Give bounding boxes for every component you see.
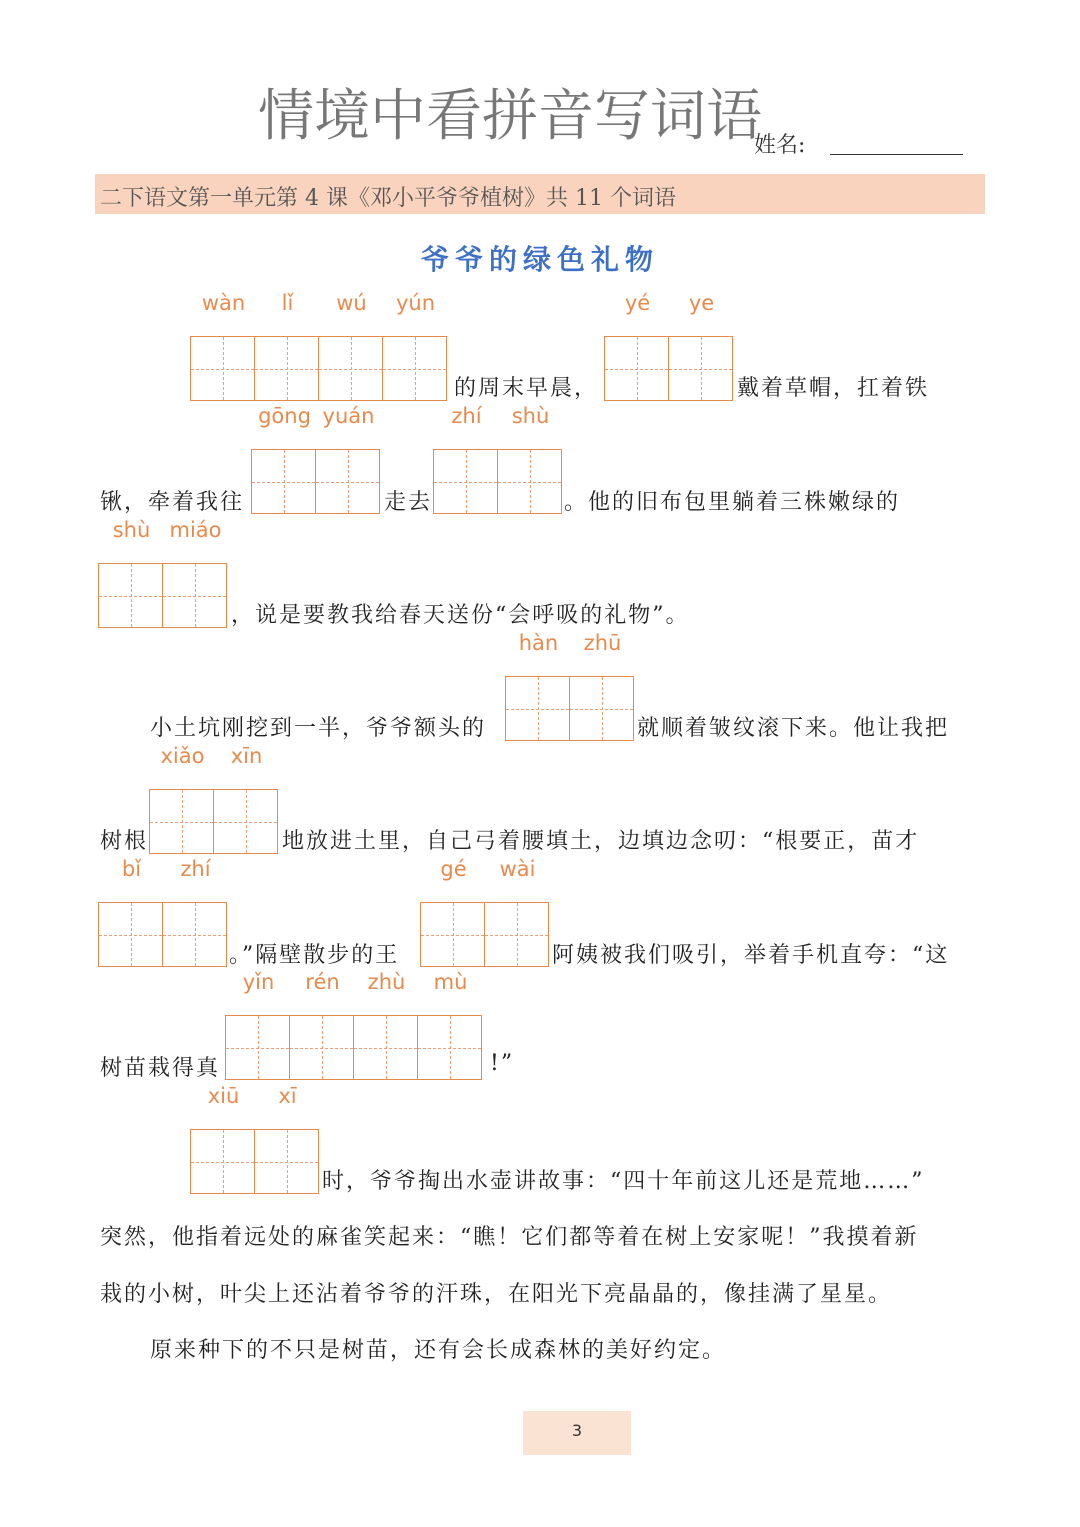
char-cell[interactable] <box>190 1084 255 1194</box>
word-box-hanzhu[interactable] <box>505 631 633 741</box>
pinyin: yuán <box>322 404 375 428</box>
pinyin: zhū <box>583 631 622 655</box>
char-cell[interactable] <box>353 970 418 1080</box>
story-title: 爷爷的绿色礼物 <box>420 243 659 276</box>
char-cell[interactable] <box>225 970 290 1080</box>
story-text: 地放进土里，自己弓着腰填土，边填边念叨：“根要正，苗才 <box>282 829 920 854</box>
pinyin: xī <box>278 1084 297 1108</box>
pinyin: bǐ <box>121 857 142 881</box>
char-cell[interactable] <box>254 1084 319 1194</box>
word-box-zhishu[interactable] <box>433 404 561 514</box>
pinyin: lǐ <box>281 291 294 315</box>
pinyin: shù <box>511 404 550 428</box>
pinyin: zhí <box>180 857 211 881</box>
char-cell[interactable] <box>251 404 316 514</box>
story-text: 原来种下的不只是树苗，还有会长成森林的美好约定。 <box>150 1338 727 1363</box>
word-box-yinrenzhumu[interactable] <box>225 970 481 1080</box>
char-cell[interactable] <box>149 744 214 854</box>
story-text: 走去 <box>384 490 433 515</box>
char-cell[interactable] <box>98 518 163 628</box>
pinyin: zhù <box>367 970 406 994</box>
pinyin: mù <box>433 970 468 994</box>
story-text: 树根 <box>100 829 149 854</box>
char-cell[interactable] <box>497 404 562 514</box>
pinyin: zhí <box>451 404 482 428</box>
word-box-wanliwuyun[interactable] <box>190 291 446 401</box>
story-text: 小土坑刚挖到一半，爷爷额头的 <box>150 716 487 741</box>
story-text: 树苗栽得真 <box>100 1056 221 1081</box>
story-text: 栽的小树，叶尖上还沾着爷爷的汗珠，在阳光下亮晶晶的，像挂满了星星。 <box>100 1282 893 1307</box>
char-cell[interactable] <box>505 631 570 741</box>
pinyin: yún <box>395 291 436 315</box>
word-box-xiaoxin[interactable] <box>149 744 277 854</box>
char-cell[interactable] <box>162 857 227 967</box>
word-box-xiuxi[interactable] <box>190 1084 318 1194</box>
char-cell[interactable] <box>213 744 278 854</box>
char-cell[interactable] <box>484 857 549 967</box>
pinyin: gé <box>440 857 467 881</box>
story-text: 时，爷爷掏出水壶讲故事：“四十年前这儿还是荒地……” <box>322 1169 925 1194</box>
word-box-bizhi[interactable] <box>98 857 226 967</box>
name-blank-line[interactable] <box>830 154 963 155</box>
char-cell[interactable] <box>417 970 482 1080</box>
word-box-yeye[interactable] <box>604 291 732 401</box>
pinyin: xiǎo <box>160 744 205 768</box>
story-text: 锹，牵着我往 <box>100 490 245 515</box>
char-cell[interactable] <box>433 404 498 514</box>
pinyin: wú <box>336 291 367 315</box>
story-text: ，说是要教我给春天送份“会呼吸的礼物”。 <box>231 603 690 628</box>
word-box-shumiao[interactable] <box>98 518 226 628</box>
lesson-subtitle: 二下语文第一单元第 4 课《邓小平爷爷植树》共 11 个词语 <box>100 186 676 211</box>
pinyin: miáo <box>169 518 222 542</box>
char-cell[interactable] <box>604 291 669 401</box>
char-cell[interactable] <box>382 291 447 401</box>
char-cell[interactable] <box>289 970 354 1080</box>
story-text: 的周末早晨， <box>454 376 599 401</box>
char-cell[interactable] <box>190 291 255 401</box>
char-cell[interactable] <box>315 404 380 514</box>
pinyin: wàn <box>201 291 246 315</box>
story-text: 就顺着皱纹滚下来。他让我把 <box>637 716 950 741</box>
story-text: 突然，他指着远处的麻雀笑起来：“瞧！它们都等着在树上安家呢！”我摸着新 <box>100 1225 919 1250</box>
pinyin: yé <box>624 291 651 315</box>
char-cell[interactable] <box>668 291 733 401</box>
char-cell[interactable] <box>98 857 163 967</box>
char-cell[interactable] <box>569 631 634 741</box>
pinyin: rén <box>305 970 340 994</box>
pinyin: hàn <box>518 631 559 655</box>
story-text: 。他的旧布包里躺着三株嫩绿的 <box>564 490 901 515</box>
pinyin: ye <box>688 291 715 315</box>
story-text: 阿姨被我们吸引，举着手机直夸：“这 <box>552 943 950 968</box>
pinyin: xīn <box>230 744 263 768</box>
pinyin: shù <box>112 518 151 542</box>
story-text: 戴着草帽，扛着铁 <box>737 376 930 401</box>
char-cell[interactable] <box>162 518 227 628</box>
pinyin: yǐn <box>242 970 275 994</box>
char-cell[interactable] <box>420 857 485 967</box>
pinyin: wài <box>499 857 536 881</box>
story-text: 。”隔壁散步的王 <box>229 943 400 968</box>
name-label: 姓名: <box>754 133 806 158</box>
word-box-gongyuan[interactable] <box>251 404 379 514</box>
char-cell[interactable] <box>318 291 383 401</box>
pinyin: xiū <box>207 1084 240 1108</box>
page-number: 3 <box>571 1421 583 1440</box>
pinyin: gōng <box>258 404 311 428</box>
worksheet-title: 情境中看拼音写词语 <box>258 84 762 149</box>
char-cell[interactable] <box>254 291 319 401</box>
word-box-gewai[interactable] <box>420 857 548 967</box>
story-text: !” <box>490 1051 515 1076</box>
